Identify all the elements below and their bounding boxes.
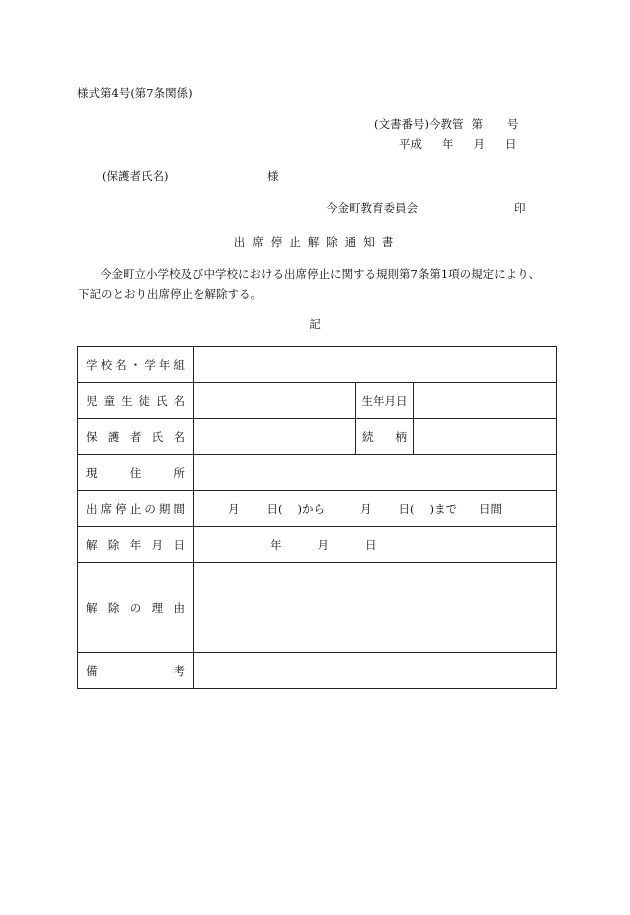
relation-text: 続 柄 — [362, 429, 407, 444]
document-number-line — [374, 117, 518, 131]
date-era: 平成 — [399, 137, 422, 151]
guardian-text: 保 護 者 氏 名 — [86, 429, 185, 444]
school-class-label — [78, 347, 194, 383]
period-field[interactable] — [194, 491, 557, 527]
document-number-dai: 第 — [471, 117, 483, 131]
release-date-field[interactable] — [194, 527, 557, 563]
guardian-label — [78, 419, 194, 455]
document-number-go: 号 — [506, 117, 519, 131]
seal-mark: 印 — [514, 201, 526, 215]
date-day: 日 — [505, 137, 517, 151]
address-label — [78, 455, 194, 491]
document-title: 出席停止解除通知書 — [233, 235, 401, 249]
date-month: 月 — [473, 137, 485, 151]
reason-text: 解 除 の 理 由 — [86, 600, 185, 615]
reason-label — [78, 563, 194, 653]
form-table — [77, 346, 557, 689]
ki-heading: 記 — [309, 317, 321, 331]
row-guardian — [78, 419, 557, 455]
period-kara: )から — [297, 501, 325, 516]
release-day: 日 — [365, 537, 377, 552]
row-reason — [78, 563, 557, 653]
student-name-label — [78, 383, 194, 419]
student-name-text: 児 童 生 徒 氏 名 — [86, 393, 185, 408]
student-name-field[interactable] — [194, 383, 356, 419]
school-class-field[interactable] — [194, 347, 557, 383]
period-label — [78, 491, 194, 527]
birthdate-field[interactable] — [414, 383, 557, 419]
remarks-text: 備 考 — [86, 663, 185, 678]
row-student — [78, 383, 557, 419]
release-year: 年 — [270, 537, 282, 552]
period-month-2: 月 — [360, 501, 372, 516]
guardian-field[interactable] — [194, 419, 356, 455]
guardian-honorific: 様 — [267, 169, 279, 183]
period-day-1: 日( — [266, 501, 283, 516]
remarks-field[interactable] — [194, 653, 557, 689]
period-text: 出 席 停 止 の 期 間 — [86, 501, 185, 516]
period-made: )まで — [429, 501, 457, 516]
release-date-text: 解 除 年 月 日 — [86, 537, 185, 552]
relation-label — [356, 419, 414, 455]
row-address — [78, 455, 557, 491]
row-school — [78, 347, 557, 383]
guardian-name-label: (保護者氏名) — [102, 169, 169, 183]
row-remarks — [78, 653, 557, 689]
form-code: 様式第4号(第7条関係) — [77, 86, 193, 100]
school-class-text: 学 校 名 ・ 学 年 組 — [86, 357, 185, 372]
birthdate-label: 生年月日 — [356, 383, 414, 419]
body-text: 今金町立小学校及び中学校における出席停止に関する規則第7条第1項の規定により、下記のとおり出席停止を解除する。 — [78, 267, 541, 301]
issue-date-line — [399, 137, 517, 151]
row-release-date — [78, 527, 557, 563]
remarks-label — [78, 653, 194, 689]
document-number-prefix: (文書番号)今教管 — [374, 117, 464, 131]
reason-field[interactable] — [194, 563, 557, 653]
address-field[interactable] — [194, 455, 557, 491]
relation-field[interactable] — [414, 419, 557, 455]
release-month: 月 — [317, 537, 329, 552]
period-day-2: 日( — [398, 501, 415, 516]
date-year: 年 — [442, 137, 454, 151]
period-month-1: 月 — [228, 501, 240, 516]
release-date-label — [78, 527, 194, 563]
period-days: 日間 — [479, 501, 502, 516]
issuer-name: 今金町教育委員会 — [326, 201, 418, 215]
row-period — [78, 491, 557, 527]
address-text: 現 住 所 — [86, 465, 185, 480]
